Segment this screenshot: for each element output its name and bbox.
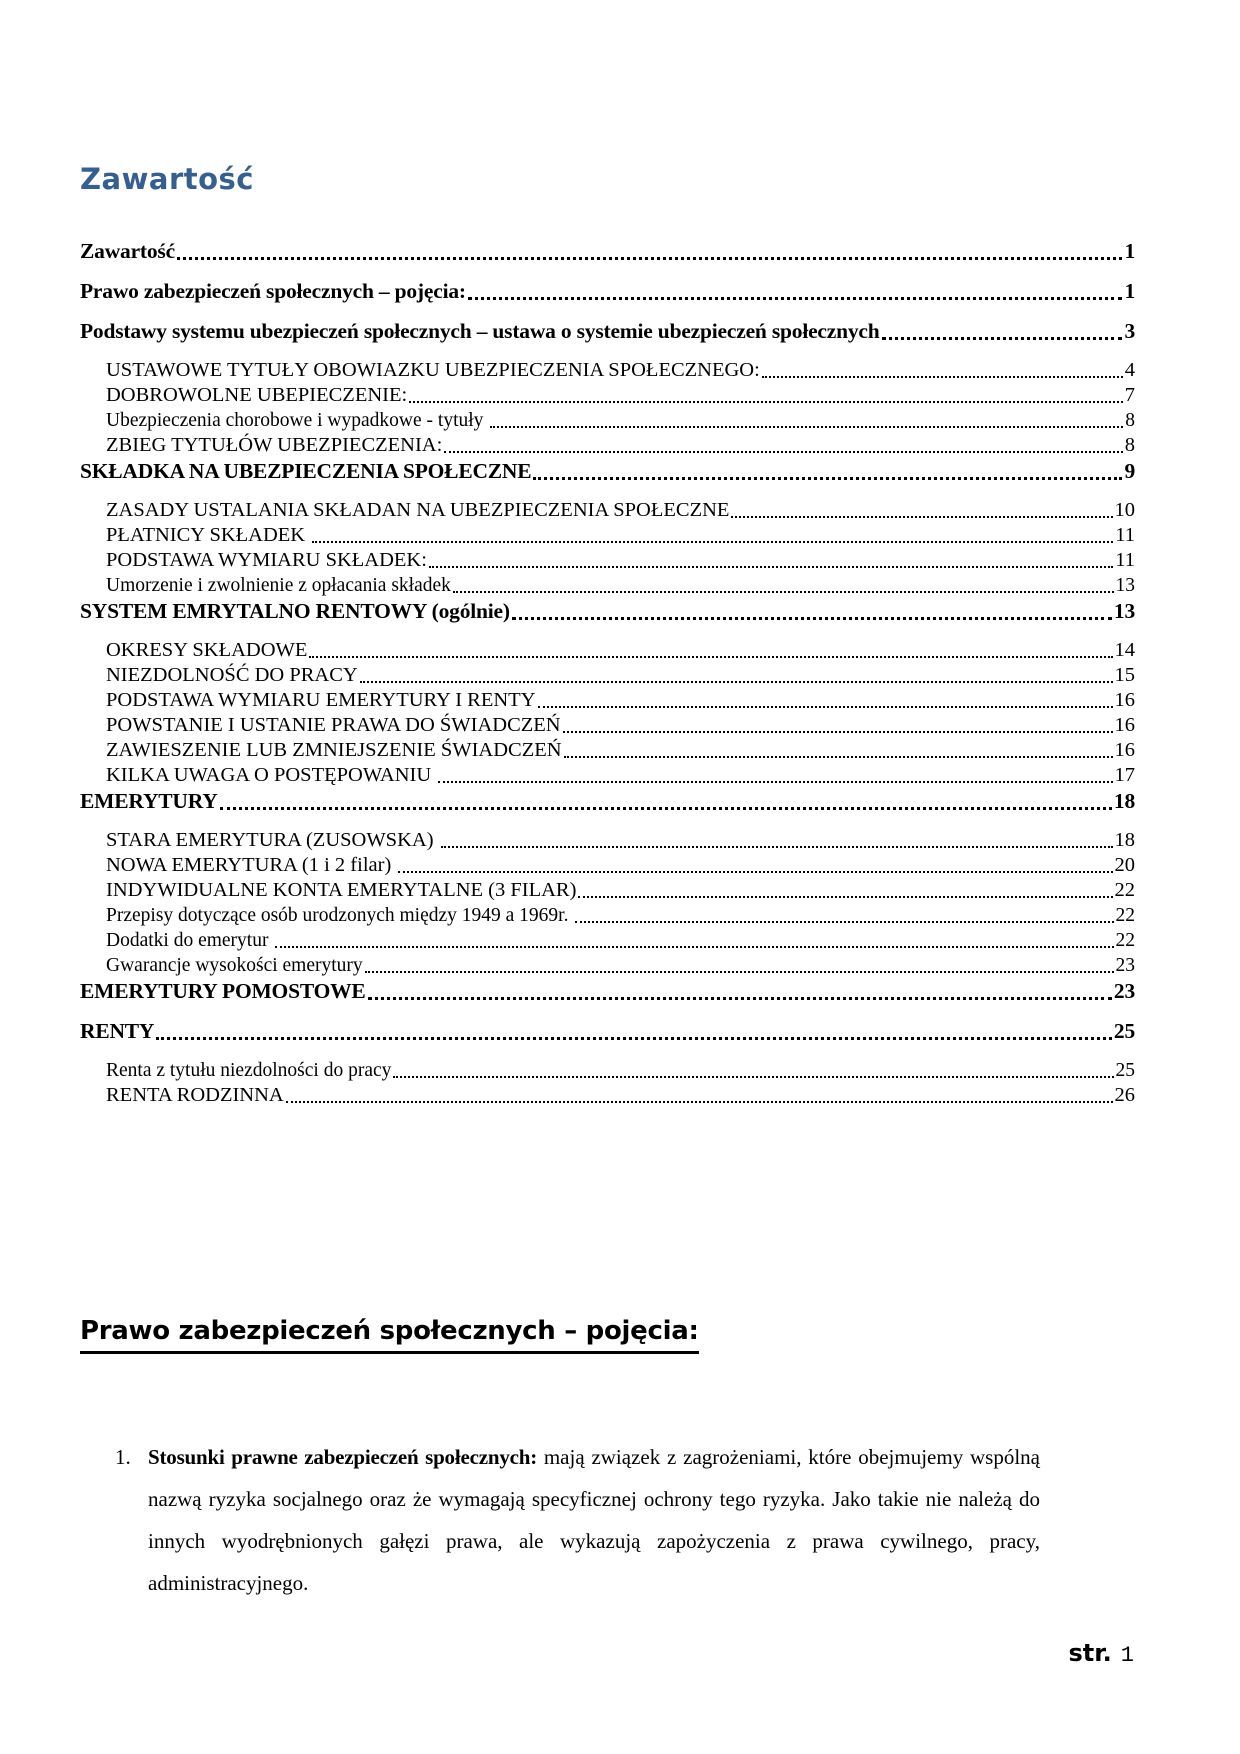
toc-entry[interactable] (80, 713, 1135, 738)
toc-entry-label: DOBROWOLNE UBEPIECZENIE: (106, 384, 408, 406)
toc-entry-page-number: 25 (1115, 1060, 1135, 1081)
toc-entry[interactable] (80, 548, 1135, 573)
toc-entry-label: Renta z tytułu niezdolności do pracy (106, 1060, 392, 1081)
toc-entry[interactable] (80, 383, 1135, 408)
toc-entry-page-number: 22 (1115, 905, 1135, 926)
toc-dot-leader (563, 731, 1113, 733)
list-item-lead: Stosunki prawne zabezpieczeń społecznych: (148, 1445, 538, 1469)
toc-dot-leader (286, 1101, 1113, 1103)
toc-entry[interactable] (80, 828, 1135, 853)
toc-entry-page-number: 11 (1115, 524, 1135, 546)
toc-entry-label: ZASADY USTALANIA SKŁADAN NA UBEZPIECZENIA SPOŁECZNE (106, 499, 730, 521)
toc-entry-label: NOWA EMERYTURA (1 i 2 filar) (106, 854, 397, 876)
toc-entry-label: NIEZDOLNOŚĆ DO PRACY (106, 664, 358, 686)
toc-entry[interactable] (80, 928, 1135, 953)
toc-entry-page-number: 23 (1113, 979, 1135, 1003)
toc-dot-leader (444, 451, 1122, 453)
toc-dot-leader (731, 516, 1112, 518)
toc-entry[interactable] (80, 763, 1135, 788)
toc-entry[interactable] (80, 738, 1135, 763)
toc-dot-leader (398, 871, 1112, 873)
toc-entry-label: Zawartość (80, 239, 175, 263)
toc-entry-label: Prawo zabezpieczeń społecznych – pojęcia: (80, 279, 466, 303)
toc-dot-leader (762, 376, 1123, 378)
toc-entry[interactable] (80, 878, 1135, 903)
toc-entry-label: KILKA UWAGA O POSTĘPOWANIU (106, 764, 437, 786)
toc-entry-page-number: 18 (1114, 829, 1135, 851)
toc-entry-page-number: 16 (1114, 689, 1135, 711)
toc-entry[interactable] (80, 598, 1135, 625)
toc-entry[interactable] (80, 953, 1135, 978)
toc-entry[interactable] (80, 278, 1135, 305)
toc-title: Zawartość (80, 162, 254, 196)
toc-entry-page-number: 8 (1125, 410, 1135, 431)
toc-entry[interactable] (80, 1083, 1135, 1108)
toc-dot-leader (533, 477, 1122, 480)
toc-entry[interactable] (80, 238, 1135, 265)
toc-entry[interactable] (80, 1058, 1135, 1083)
toc-dot-leader (393, 1076, 1113, 1078)
toc-entry-page-number: 20 (1114, 854, 1135, 876)
toc-entry[interactable] (80, 318, 1135, 345)
toc-entry-label: INDYWIDUALNE KONTA EMERYTALNE (3 FILAR) (106, 879, 577, 901)
section-heading-wrap (80, 1316, 1135, 1354)
toc-dot-leader (468, 297, 1123, 300)
toc-dot-leader (220, 807, 1112, 810)
toc-entry-page-number: 26 (1114, 1084, 1135, 1106)
toc-entry-page-number: 16 (1114, 714, 1135, 736)
toc-entry-label: Umorzenie i zwolnienie z opłacania składek (106, 575, 451, 596)
toc-entry[interactable] (80, 523, 1135, 548)
toc-entry-page-number: 22 (1114, 879, 1135, 901)
toc-dot-leader (365, 971, 1114, 973)
toc-dot-leader (368, 997, 1112, 1000)
toc-entry-label: RENTY (80, 1019, 155, 1043)
list-item-text (148, 1436, 1040, 1604)
toc-dot-leader (156, 1037, 1112, 1040)
toc-entry-label: ZAWIESZENIE LUB ZMNIEJSZENIE ŚWIADCZEŃ (106, 739, 562, 761)
list-item-number: 1. (115, 1445, 131, 1469)
toc-list (80, 238, 1135, 1108)
toc-entry[interactable] (80, 458, 1135, 485)
toc-dot-leader (309, 656, 1112, 658)
definitions-list (80, 1436, 1135, 1604)
toc-entry-page-number: 17 (1114, 764, 1135, 786)
footer-str-label: str. (1068, 1639, 1112, 1667)
toc-entry[interactable] (80, 788, 1135, 815)
toc-dot-leader (490, 426, 1123, 428)
toc-entry-label: Ubezpieczenia chorobowe i wypadkowe - tytuły (106, 410, 489, 431)
toc-entry-page-number: 1 (1124, 279, 1135, 303)
toc-entry-page-number: 22 (1115, 930, 1135, 951)
toc-entry-label: SYSTEM EMRYTALNO RENTOWY (ogólnie) (80, 599, 510, 623)
toc-dot-leader (882, 337, 1123, 340)
toc-entry-label: PŁATNICY SKŁADEK (106, 524, 311, 546)
toc-entry-page-number: 16 (1114, 739, 1135, 761)
toc-entry-page-number: 10 (1114, 499, 1135, 521)
toc-entry-label: Gwarancje wysokości emerytury (106, 955, 363, 976)
toc-entry[interactable] (80, 433, 1135, 458)
toc-entry[interactable] (80, 978, 1135, 1005)
toc-entry-page-number: 9 (1124, 459, 1135, 483)
toc-dot-leader (564, 756, 1113, 758)
toc-entry-page-number: 3 (1124, 319, 1135, 343)
toc-entry-page-number: 7 (1124, 384, 1135, 406)
toc-entry-label: SKŁADKA NA UBEZPIECZENIA SPOŁECZNE (80, 459, 532, 483)
toc-entry-label: POWSTANIE I USTANIE PRAWA DO ŚWIADCZEŃ (106, 714, 561, 736)
toc-entry[interactable] (80, 498, 1135, 523)
toc-entry-label: STARA EMERYTURA (ZUSOWSKA) (106, 829, 439, 851)
toc-entry[interactable] (80, 573, 1135, 598)
toc-entry[interactable] (80, 903, 1135, 928)
toc-dot-leader (438, 781, 1112, 783)
toc-entry-label: RENTA RODZINNA (106, 1084, 284, 1106)
toc-entry[interactable] (80, 663, 1135, 688)
toc-entry-page-number: 14 (1114, 639, 1135, 661)
toc-entry-page-number: 18 (1113, 789, 1135, 813)
toc-entry-label: PODSTAWA WYMIARU EMERYTURY I RENTY (106, 689, 536, 711)
toc-entry-label: OKRESY SKŁADOWE (106, 639, 308, 661)
toc-entry-page-number: 25 (1113, 1019, 1135, 1043)
toc-dot-leader (275, 946, 1113, 948)
toc-dot-leader (409, 401, 1123, 403)
page-footer (1069, 1639, 1135, 1668)
toc-entry-page-number: 13 (1115, 575, 1135, 596)
toc-entry[interactable] (80, 358, 1135, 383)
section-heading: Prawo zabezpieczeń społecznych – pojęcia: (80, 1316, 699, 1354)
toc-dot-leader (538, 706, 1113, 708)
toc-entry-label: EMERYTURY POMOSTOWE (80, 979, 366, 1003)
toc-dot-leader (360, 681, 1113, 683)
toc-entry-page-number: 15 (1114, 664, 1135, 686)
toc-entry[interactable] (80, 408, 1135, 433)
toc-entry[interactable] (80, 1018, 1135, 1045)
toc-entry-page-number: 11 (1115, 549, 1135, 571)
toc-dot-leader (312, 541, 1113, 543)
toc-dot-leader (453, 591, 1114, 593)
toc-entry-label: Podstawy systemu ubezpieczeń społecznych – ustawa o systemie ubezpieczeń społecznych (80, 319, 880, 343)
toc-entry-page-number: 23 (1115, 955, 1135, 976)
toc-entry-label: Dodatki do emerytur (106, 930, 274, 951)
toc-entry-label: EMERYTURY (80, 789, 218, 813)
list-item (80, 1436, 1135, 1604)
toc-entry[interactable] (80, 638, 1135, 663)
toc-entry-label: ZBIEG TYTUŁÓW UBEZPIECZENIA: (106, 434, 443, 456)
toc-entry-page-number: 4 (1124, 359, 1135, 381)
toc-entry-label: Przepisy dotyczące osób urodzonych między 1949 a 1969r. (106, 905, 574, 926)
toc-entry-label: PODSTAWA WYMIARU SKŁADEK: (106, 549, 427, 571)
toc-entry[interactable] (80, 853, 1135, 878)
toc-dot-leader (575, 921, 1113, 923)
toc-entry-page-number: 1 (1124, 239, 1135, 263)
toc-entry[interactable] (80, 688, 1135, 713)
toc-entry-page-number: 8 (1124, 434, 1135, 456)
toc-dot-leader (429, 566, 1113, 568)
list-item-body: mają związek z zagrożeniami, które obejmujemy wspólną nazwą ryzyka socjalnego oraz że wymagają specyficznej ochrony tego ryzyka. Jako takie nie należą do innych wyodrębnionych gałęzi prawa, ale wykazują zapożyczenia z prawa cywilnego, pracy, administracyjnego. (148, 1445, 1041, 1595)
toc-dot-leader (441, 846, 1113, 848)
footer-page-number: 1 (1120, 1643, 1134, 1668)
toc-dot-leader (578, 896, 1112, 898)
toc-dot-leader (512, 617, 1112, 620)
toc-entry-page-number: 13 (1113, 599, 1135, 623)
toc-dot-leader (177, 257, 1123, 260)
toc-entry-label: USTAWOWE TYTUŁY OBOWIAZKU UBEZPIECZENIA SPOŁECZNEGO: (106, 359, 760, 381)
